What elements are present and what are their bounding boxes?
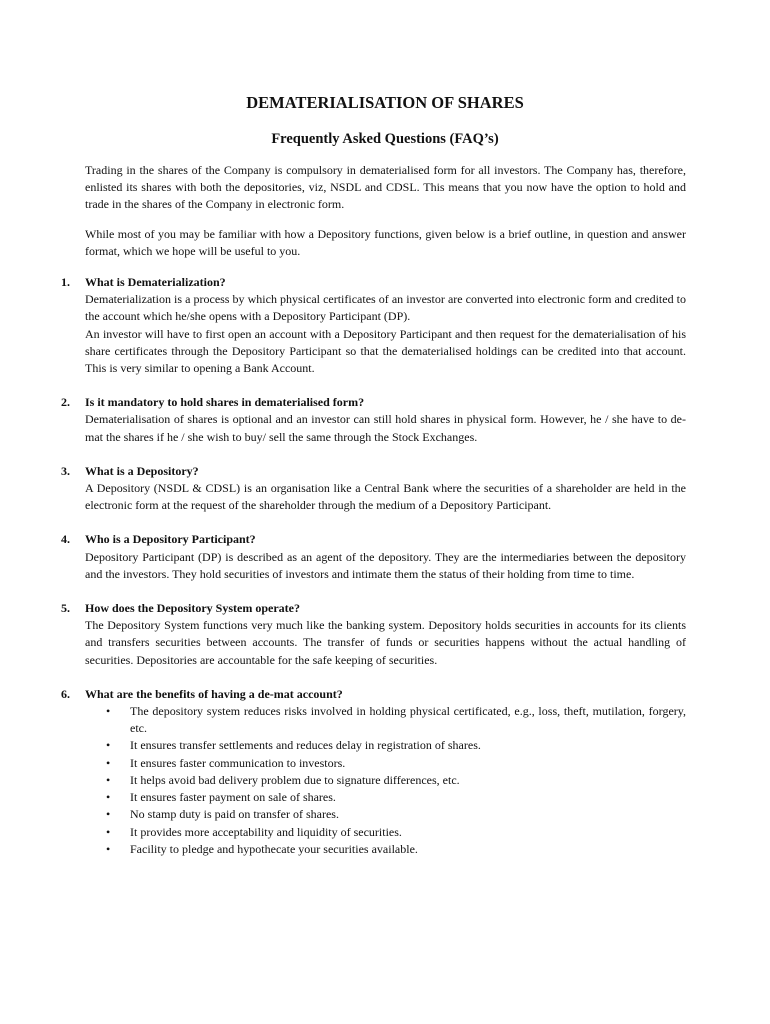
- bullet-icon: •: [106, 841, 111, 856]
- benefits-list: [85, 703, 686, 858]
- bullet-icon: •: [106, 704, 111, 719]
- bullet-icon: •: [106, 755, 111, 770]
- intro-paragraph-1: Trading in the shares of the Company is compulsory in dematerialised form for all investors. The Company has, therefore, enlisted its shares with both the depositories, viz, NSDL and CDSL. This means that you now have the option to hold and trade in the shares of the Company in electronic form.: [85, 163, 686, 212]
- bullet-icon: •: [106, 738, 111, 753]
- faq-item-2: [61, 394, 686, 446]
- faq-number: 3.: [61, 463, 70, 478]
- faq-answer: An investor will have to first open an account with a Depository Participant and then request for the dematerialisation of his share certificates through the Depository Participant so that the dematerialised holdings can be credited into that account. This is very similar to opening a Bank Account.: [85, 326, 686, 376]
- benefit-text: It ensures faster communication to investors.: [130, 755, 346, 770]
- benefit-list-item: [85, 824, 686, 841]
- benefit-text: It helps avoid bad delivery problem due to signature differences, etc.: [130, 772, 460, 787]
- faq-number: 6.: [61, 686, 70, 701]
- bullet-icon: •: [106, 772, 111, 787]
- benefit-list-item: [85, 789, 686, 806]
- bullet-icon: •: [106, 790, 111, 805]
- benefit-text: It ensures transfer settlements and reduces delay in registration of shares.: [130, 738, 481, 753]
- faq-number: 5.: [61, 601, 70, 616]
- faq-question: What is a Depository?: [85, 463, 199, 478]
- faq-answer: Depository Participant (DP) is described as an agent of the depository. They are the intermediaries between the depository and the investors. They hold securities of investors and intimate them the status of their holding from time to time.: [85, 549, 686, 581]
- faq-question: What are the benefits of having a de-mat account?: [85, 686, 343, 701]
- benefit-text: It provides more acceptability and liquidity of securities.: [130, 824, 402, 839]
- faq-item-4: [61, 531, 686, 583]
- faq-answer: Dematerialisation of shares is optional and an investor can still hold shares in physical form. However, he / she have to de-mat the shares if he / she wish to buy/ sell the same through the Stock Exchanges.: [85, 412, 686, 444]
- benefit-text: It ensures faster payment on sale of shares.: [130, 790, 336, 805]
- faq-item-6: [61, 686, 686, 858]
- benefit-text: Facility to pledge and hypothecate your securities available.: [130, 841, 418, 856]
- faq-answer: Dematerialization is a process by which physical certificates of an investor are converted into electronic form and credited to the account which he/she opens with a Depository Participant (DP).: [85, 292, 686, 324]
- document-title: DEMATERIALISATION OF SHARES: [246, 93, 524, 112]
- faq-number: 2.: [61, 395, 70, 410]
- document-body: [61, 162, 686, 875]
- benefit-list-item: [85, 841, 686, 858]
- intro-paragraph-2: While most of you may be familiar with how a Depository functions, given below is a brief outline, in question and answer format, which we hope will be useful to you.: [85, 226, 686, 258]
- faq-item-5: [61, 600, 686, 669]
- document-subtitle: Frequently Asked Questions (FAQ’s): [271, 131, 499, 147]
- faq-number: 1.: [61, 275, 70, 290]
- benefit-list-item: [85, 806, 686, 823]
- bullet-icon: •: [106, 807, 111, 822]
- benefit-text: No stamp duty is paid on transfer of shares.: [130, 807, 339, 822]
- faq-question: Is it mandatory to hold shares in dematerialised form?: [85, 395, 365, 410]
- bullet-icon: •: [106, 824, 111, 839]
- faq-question: How does the Depository System operate?: [85, 601, 300, 616]
- faq-item-1: [61, 274, 686, 377]
- benefit-text: The depository system reduces risks involved in holding physical certificated, e.g., loss, theft, mutilation, forgery, etc.: [130, 704, 686, 736]
- benefit-list-item: [85, 703, 686, 737]
- faq-number: 4.: [61, 532, 70, 547]
- faq-answer: A Depository (NSDL & CDSL) is an organisation like a Central Bank where the securities of a shareholder are held in the electronic form at the request of the shareholder through the medium of a Depository Participant.: [85, 481, 686, 513]
- faq-question: Who is a Depository Participant?: [85, 532, 256, 547]
- faq-question: What is Dematerialization?: [85, 275, 226, 290]
- benefit-list-item: [85, 755, 686, 772]
- faq-item-3: [61, 463, 686, 515]
- benefit-list-item: [85, 772, 686, 789]
- faq-answer: The Depository System functions very much like the banking system. Depository holds securities in accounts for its clients and transfers securities between accounts. The transfer of funds or securities happens without the actual handling of securities. Depositories are accountable for the safe keeping of securities.: [85, 618, 686, 667]
- benefit-list-item: [85, 737, 686, 754]
